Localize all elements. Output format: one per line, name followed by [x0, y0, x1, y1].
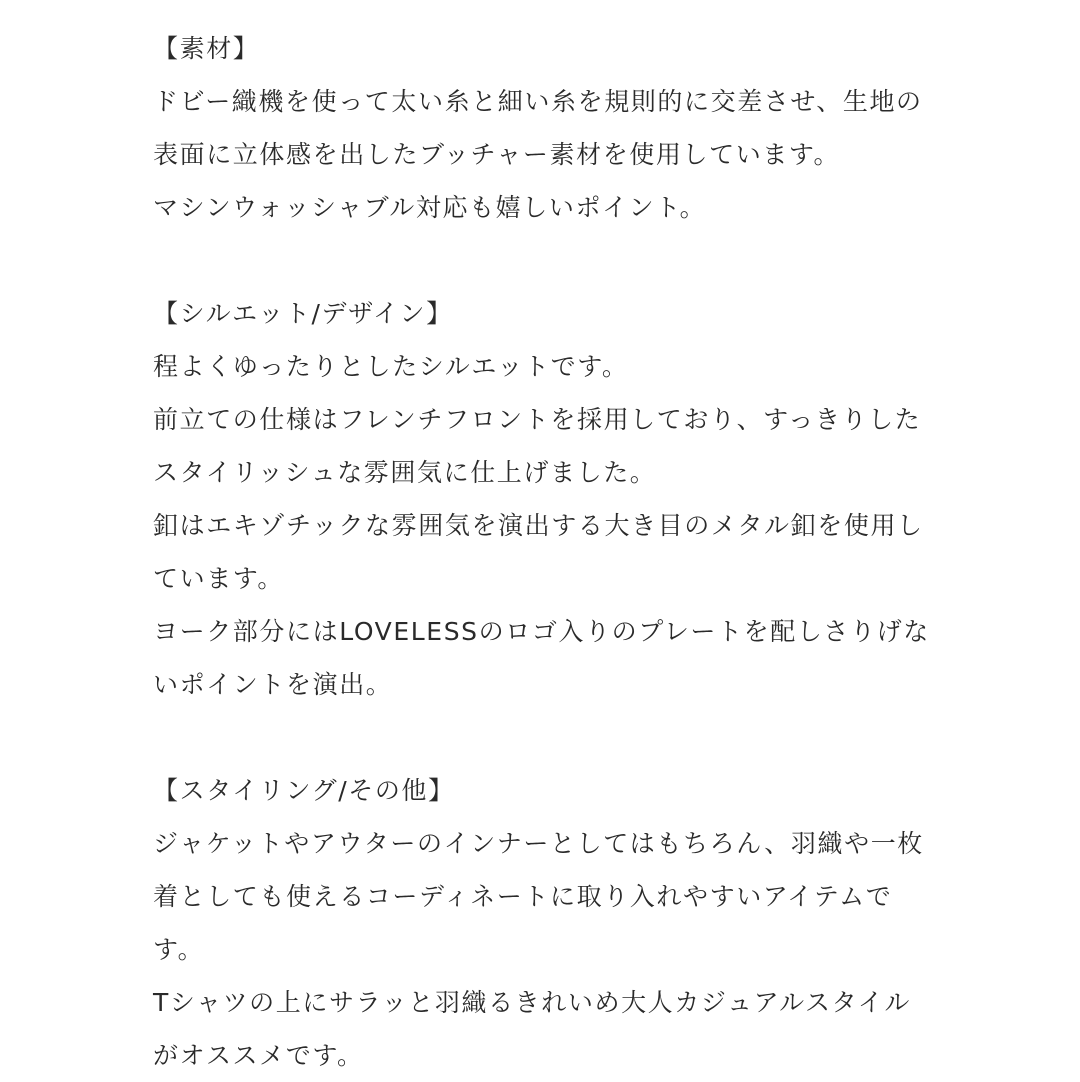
- product-description: [153, 22, 953, 1082]
- styling-line: ジャケットやアウターのインナーとしてはもちろん、羽織や一枚: [153, 829, 924, 858]
- spacer: [153, 234, 953, 287]
- silhouette-line: 釦はエキゾチックな雰囲気を演出する大き目のメタル釦を使用し: [153, 511, 924, 540]
- silhouette-line: ヨーク部分にはLOVELESSのロゴ入りのプレートを配しさりげな: [153, 617, 930, 646]
- section-heading-silhouette-design: 【シルエット/デザイン】: [153, 299, 453, 328]
- material-line: ドビー織機を使って太い糸と細い糸を規則的に交差させ、生地の: [153, 87, 923, 116]
- silhouette-line: ています。: [153, 564, 285, 593]
- silhouette-line: 前立ての仕様はフレンチフロントを採用しており、すっきりした: [153, 405, 922, 434]
- styling-line: Tシャツの上にサラッと羽織るきれいめ大人カジュアルスタイル: [153, 988, 911, 1017]
- material-line: マシンウォッシャブル対応も嬉しいポイント。: [153, 193, 707, 222]
- silhouette-line: 程よくゆったりとしたシルエットです。: [153, 352, 629, 381]
- material-line: 表面に立体感を出したブッチャー素材を使用しています。: [153, 140, 841, 169]
- section-heading-styling-other: 【スタイリング/その他】: [153, 776, 455, 805]
- silhouette-line: スタイリッシュな雰囲気に仕上げました。: [153, 458, 657, 487]
- silhouette-line: いポイントを演出。: [153, 670, 393, 699]
- section-heading-material: 【素材】: [153, 34, 260, 63]
- styling-line: がオススメです。: [153, 1041, 364, 1070]
- styling-line: 着としても使えるコーディネートに取り入れやすいアイテムで: [153, 882, 893, 911]
- spacer: [153, 711, 953, 764]
- styling-line: す。: [153, 935, 205, 964]
